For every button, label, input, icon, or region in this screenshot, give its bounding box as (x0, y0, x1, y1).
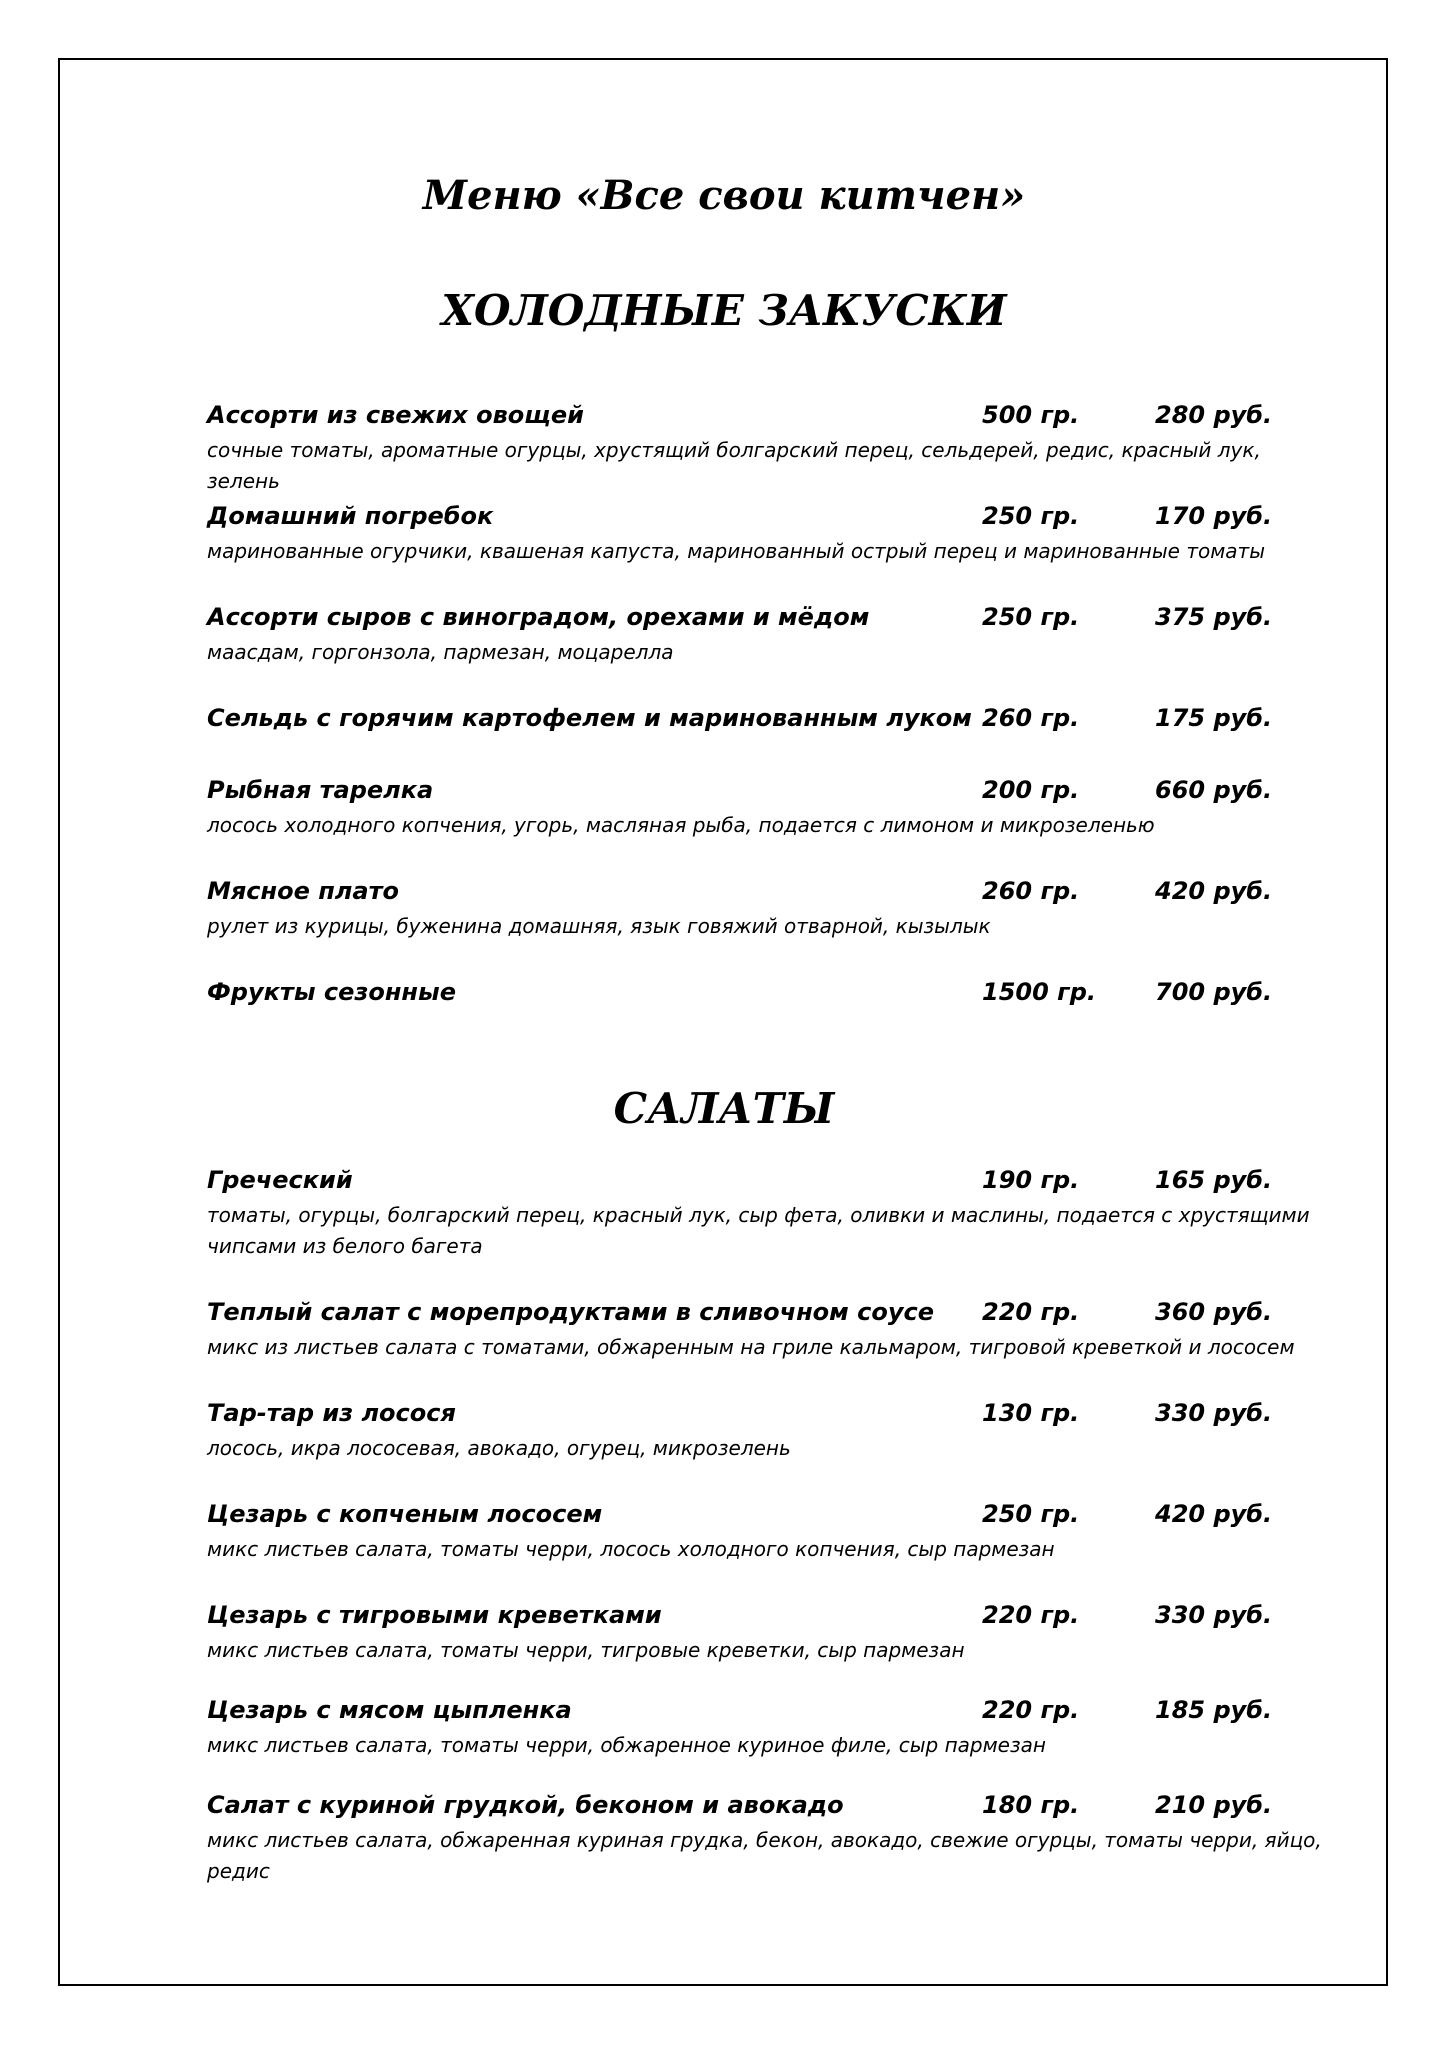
item-price: 210 руб. (1155, 1791, 1273, 1819)
item-name: Ассорти сыров с виноградом, орехами и мёдом (207, 603, 870, 631)
menu-item (207, 603, 1337, 668)
menu-item (207, 1399, 1337, 1464)
item-weight: 260 гр. (982, 704, 1080, 732)
item-weight: 220 гр. (982, 1696, 1080, 1724)
item-description: маринованные огурчики, квашеная капуста, маринованный острый перец и маринованные томаты (207, 539, 1265, 563)
item-description: микс листьев салата, обжаренная куриная грудка, бекон, авокадо, свежие огурцы, томаты черри, яйцо, редис (207, 1828, 1322, 1883)
item-description: лосось, икра лососевая, авокадо, огурец, микрозелень (207, 1436, 791, 1460)
item-weight: 220 гр. (982, 1298, 1080, 1326)
item-price: 185 руб. (1155, 1696, 1273, 1724)
item-weight: 260 гр. (982, 877, 1080, 905)
menu-item (207, 1166, 1337, 1262)
item-description: лосось холодного копчения, угорь, масляная рыба, подается с лимоном и микрозеленью (207, 813, 1155, 837)
menu-item (207, 1696, 1337, 1761)
item-weight: 500 гр. (982, 401, 1080, 429)
menu-item (207, 401, 1337, 497)
item-price: 330 руб. (1155, 1399, 1273, 1427)
item-name: Салат с куриной грудкой, беконом и авокадо (207, 1791, 844, 1819)
item-weight: 250 гр. (982, 1500, 1080, 1528)
item-description: микс листьев салата, томаты черри, тигровые креветки, сыр пармезан (207, 1638, 965, 1662)
item-weight: 200 гр. (982, 776, 1080, 804)
item-price: 175 руб. (1155, 704, 1273, 732)
item-weight: 190 гр. (982, 1166, 1080, 1194)
menu-item (207, 1298, 1337, 1363)
item-description: рулет из курицы, буженина домашняя, язык говяжий отварной, кызылык (207, 914, 991, 938)
menu-item (207, 502, 1337, 567)
menu-item (207, 704, 1337, 736)
item-name: Ассорти из свежих овощей (207, 401, 584, 429)
item-price: 165 руб. (1155, 1166, 1273, 1194)
item-name: Теплый салат с морепродуктами в сливочном соусе (207, 1298, 934, 1326)
item-description: микс из листьев салата с томатами, обжаренным на гриле кальмаром, тигровой креветкой и лососем (207, 1335, 1295, 1359)
section-title-cold-appetizers: ХОЛОДНЫЕ ЗАКУСКИ (441, 286, 1007, 335)
item-name: Тар-тар из лосося (207, 1399, 456, 1427)
item-weight: 180 гр. (982, 1791, 1080, 1819)
item-weight: 130 гр. (982, 1399, 1080, 1427)
item-name: Фрукты сезонные (207, 978, 456, 1006)
item-name: Цезарь с мясом цыпленка (207, 1696, 572, 1724)
item-name: Цезарь с тигровыми креветками (207, 1601, 662, 1629)
item-description: маасдам, горгонзола, пармезан, моцарелла (207, 640, 674, 664)
item-price: 700 руб. (1155, 978, 1273, 1006)
item-weight: 1500 гр. (982, 978, 1096, 1006)
item-name: Мясное плато (207, 877, 399, 905)
item-price: 420 руб. (1155, 1500, 1273, 1528)
menu-item (207, 978, 1337, 1010)
item-price: 660 руб. (1155, 776, 1273, 804)
menu-item (207, 776, 1337, 841)
menu-item (207, 1500, 1337, 1565)
item-price: 360 руб. (1155, 1298, 1273, 1326)
item-weight: 250 гр. (982, 502, 1080, 530)
item-weight: 220 гр. (982, 1601, 1080, 1629)
item-description: томаты, огурцы, болгарский перец, красный лук, сыр фета, оливки и маслины, подается с хрустящими чипсами из белого багета (207, 1203, 1310, 1258)
item-price: 170 руб. (1155, 502, 1273, 530)
item-price: 375 руб. (1155, 603, 1273, 631)
section-title-salads: САЛАТЫ (613, 1084, 835, 1133)
item-name: Домашний погребок (207, 502, 494, 530)
item-price: 330 руб. (1155, 1601, 1273, 1629)
item-description: микс листьев салата, томаты черри, лосось холодного копчения, сыр пармезан (207, 1537, 1055, 1561)
item-name: Цезарь с копченым лососем (207, 1500, 603, 1528)
item-weight: 250 гр. (982, 603, 1080, 631)
menu-item (207, 1601, 1337, 1666)
item-price: 420 руб. (1155, 877, 1273, 905)
item-name: Сельдь с горячим картофелем и маринованным луком (207, 704, 972, 732)
item-price: 280 руб. (1155, 401, 1273, 429)
item-name: Рыбная тарелка (207, 776, 434, 804)
menu-item (207, 1791, 1337, 1887)
item-description: микс листьев салата, томаты черри, обжаренное куриное филе, сыр пармезан (207, 1733, 1046, 1757)
item-description: сочные томаты, ароматные огурцы, хрустящий болгарский перец, сельдерей, редис, красный лук, зелень (207, 438, 1261, 493)
menu-item (207, 877, 1337, 942)
item-name: Греческий (207, 1166, 353, 1194)
menu-title: Меню «Все свои китчен» (422, 172, 1026, 219)
